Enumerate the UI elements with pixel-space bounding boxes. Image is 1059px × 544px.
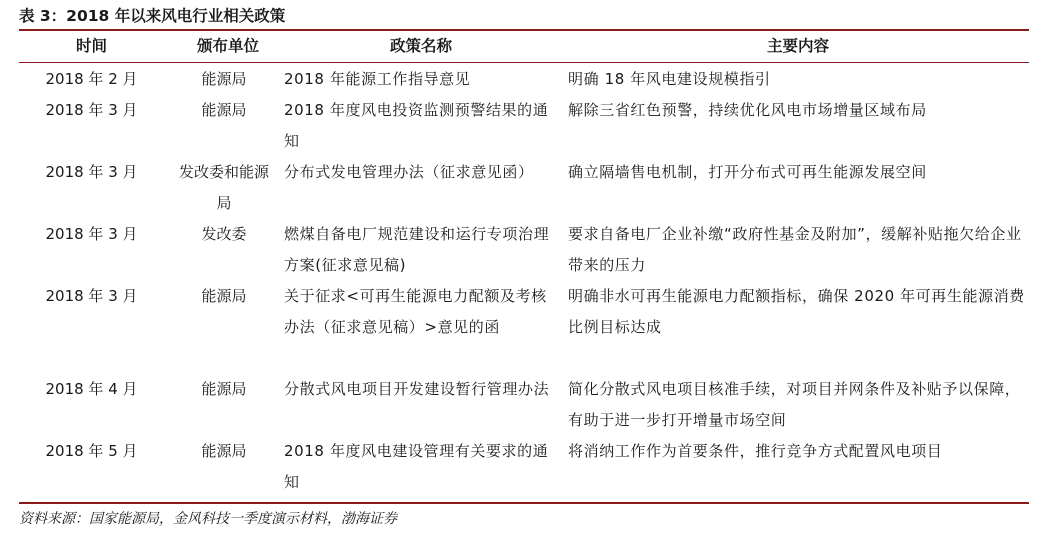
table-title: 表 3：2018 年以来风电行业相关政策	[19, 7, 286, 25]
cell-policy: 燃煤自备电厂规范建设和运行专项治理方案(征求意见稿)	[284, 225, 550, 274]
cell-issuer: 能源局	[201, 380, 247, 398]
header-date: 时间	[75, 37, 107, 55]
cell-date: 2018 年 3 月	[45, 287, 138, 305]
cell-date: 2018 年 3 月	[45, 163, 138, 181]
table-bottom-rule	[19, 502, 1029, 504]
cell-content: 确立隔墙售电机制，打开分布式可再生能源发展空间	[568, 163, 927, 181]
header-content: 主要内容	[766, 37, 829, 55]
table-row	[19, 95, 1029, 157]
cell-issuer: 能源局	[201, 442, 247, 460]
cell-policy: 2018 年度风电投资监测预警结果的通知	[284, 101, 549, 150]
cell-date: 2018 年 2 月	[45, 70, 138, 88]
cell-date: 2018 年 3 月	[45, 225, 138, 243]
cell-policy: 2018 年能源工作指导意见	[284, 70, 471, 88]
table-row	[19, 219, 1029, 281]
table-row	[19, 281, 1029, 374]
cell-content: 要求自备电厂企业补缴“政府性基金及附加”，缓解补贴拖欠给企业带来的压力	[568, 225, 1022, 274]
header-issuer: 颁布单位	[196, 37, 259, 55]
table-row	[19, 64, 1029, 95]
table-row	[19, 436, 1029, 498]
cell-date: 2018 年 4 月	[45, 380, 138, 398]
cell-date: 2018 年 5 月	[45, 442, 138, 460]
cell-policy: 分散式风电项目开发建设暂行管理办法	[284, 380, 550, 398]
cell-date: 2018 年 3 月	[45, 101, 138, 119]
table-header-rule	[19, 62, 1029, 63]
cell-content: 明确 18 年风电建设规模指引	[568, 70, 771, 88]
table-body	[19, 64, 1029, 498]
cell-policy: 分布式发电管理办法（征求意见函）	[284, 163, 534, 181]
cell-content: 明确非水可再生能源电力配额指标，确保 2020 年可再生能源消费比例目标达成	[568, 287, 1025, 336]
cell-policy: 2018 年度风电建设管理有关要求的通知	[284, 442, 549, 491]
cell-content: 解除三省红色预警，持续优化风电市场增量区域布局	[568, 101, 927, 119]
table-row	[19, 374, 1029, 436]
source-note: 资料来源：国家能源局，金风科技一季度演示材料，渤海证券	[19, 511, 397, 527]
table-row	[19, 157, 1029, 219]
cell-issuer: 发改委和能源局	[179, 163, 270, 212]
cell-issuer: 能源局	[201, 70, 247, 88]
header-policy: 政策名称	[389, 37, 452, 55]
cell-policy: 关于征求<可再生能源电力配额及考核办法（征求意见稿）>意见的函	[284, 287, 547, 336]
cell-issuer: 能源局	[201, 287, 247, 305]
cell-issuer: 能源局	[201, 101, 247, 119]
table-header	[19, 31, 1029, 62]
cell-content: 简化分散式风电项目核准手续，对项目并网条件及补贴予以保障，有助于进一步打开增量市场空间	[568, 380, 1021, 429]
cell-content: 将消纳工作作为首要条件，推行竞争方式配置风电项目	[568, 442, 943, 460]
cell-issuer: 发改委	[201, 225, 247, 243]
